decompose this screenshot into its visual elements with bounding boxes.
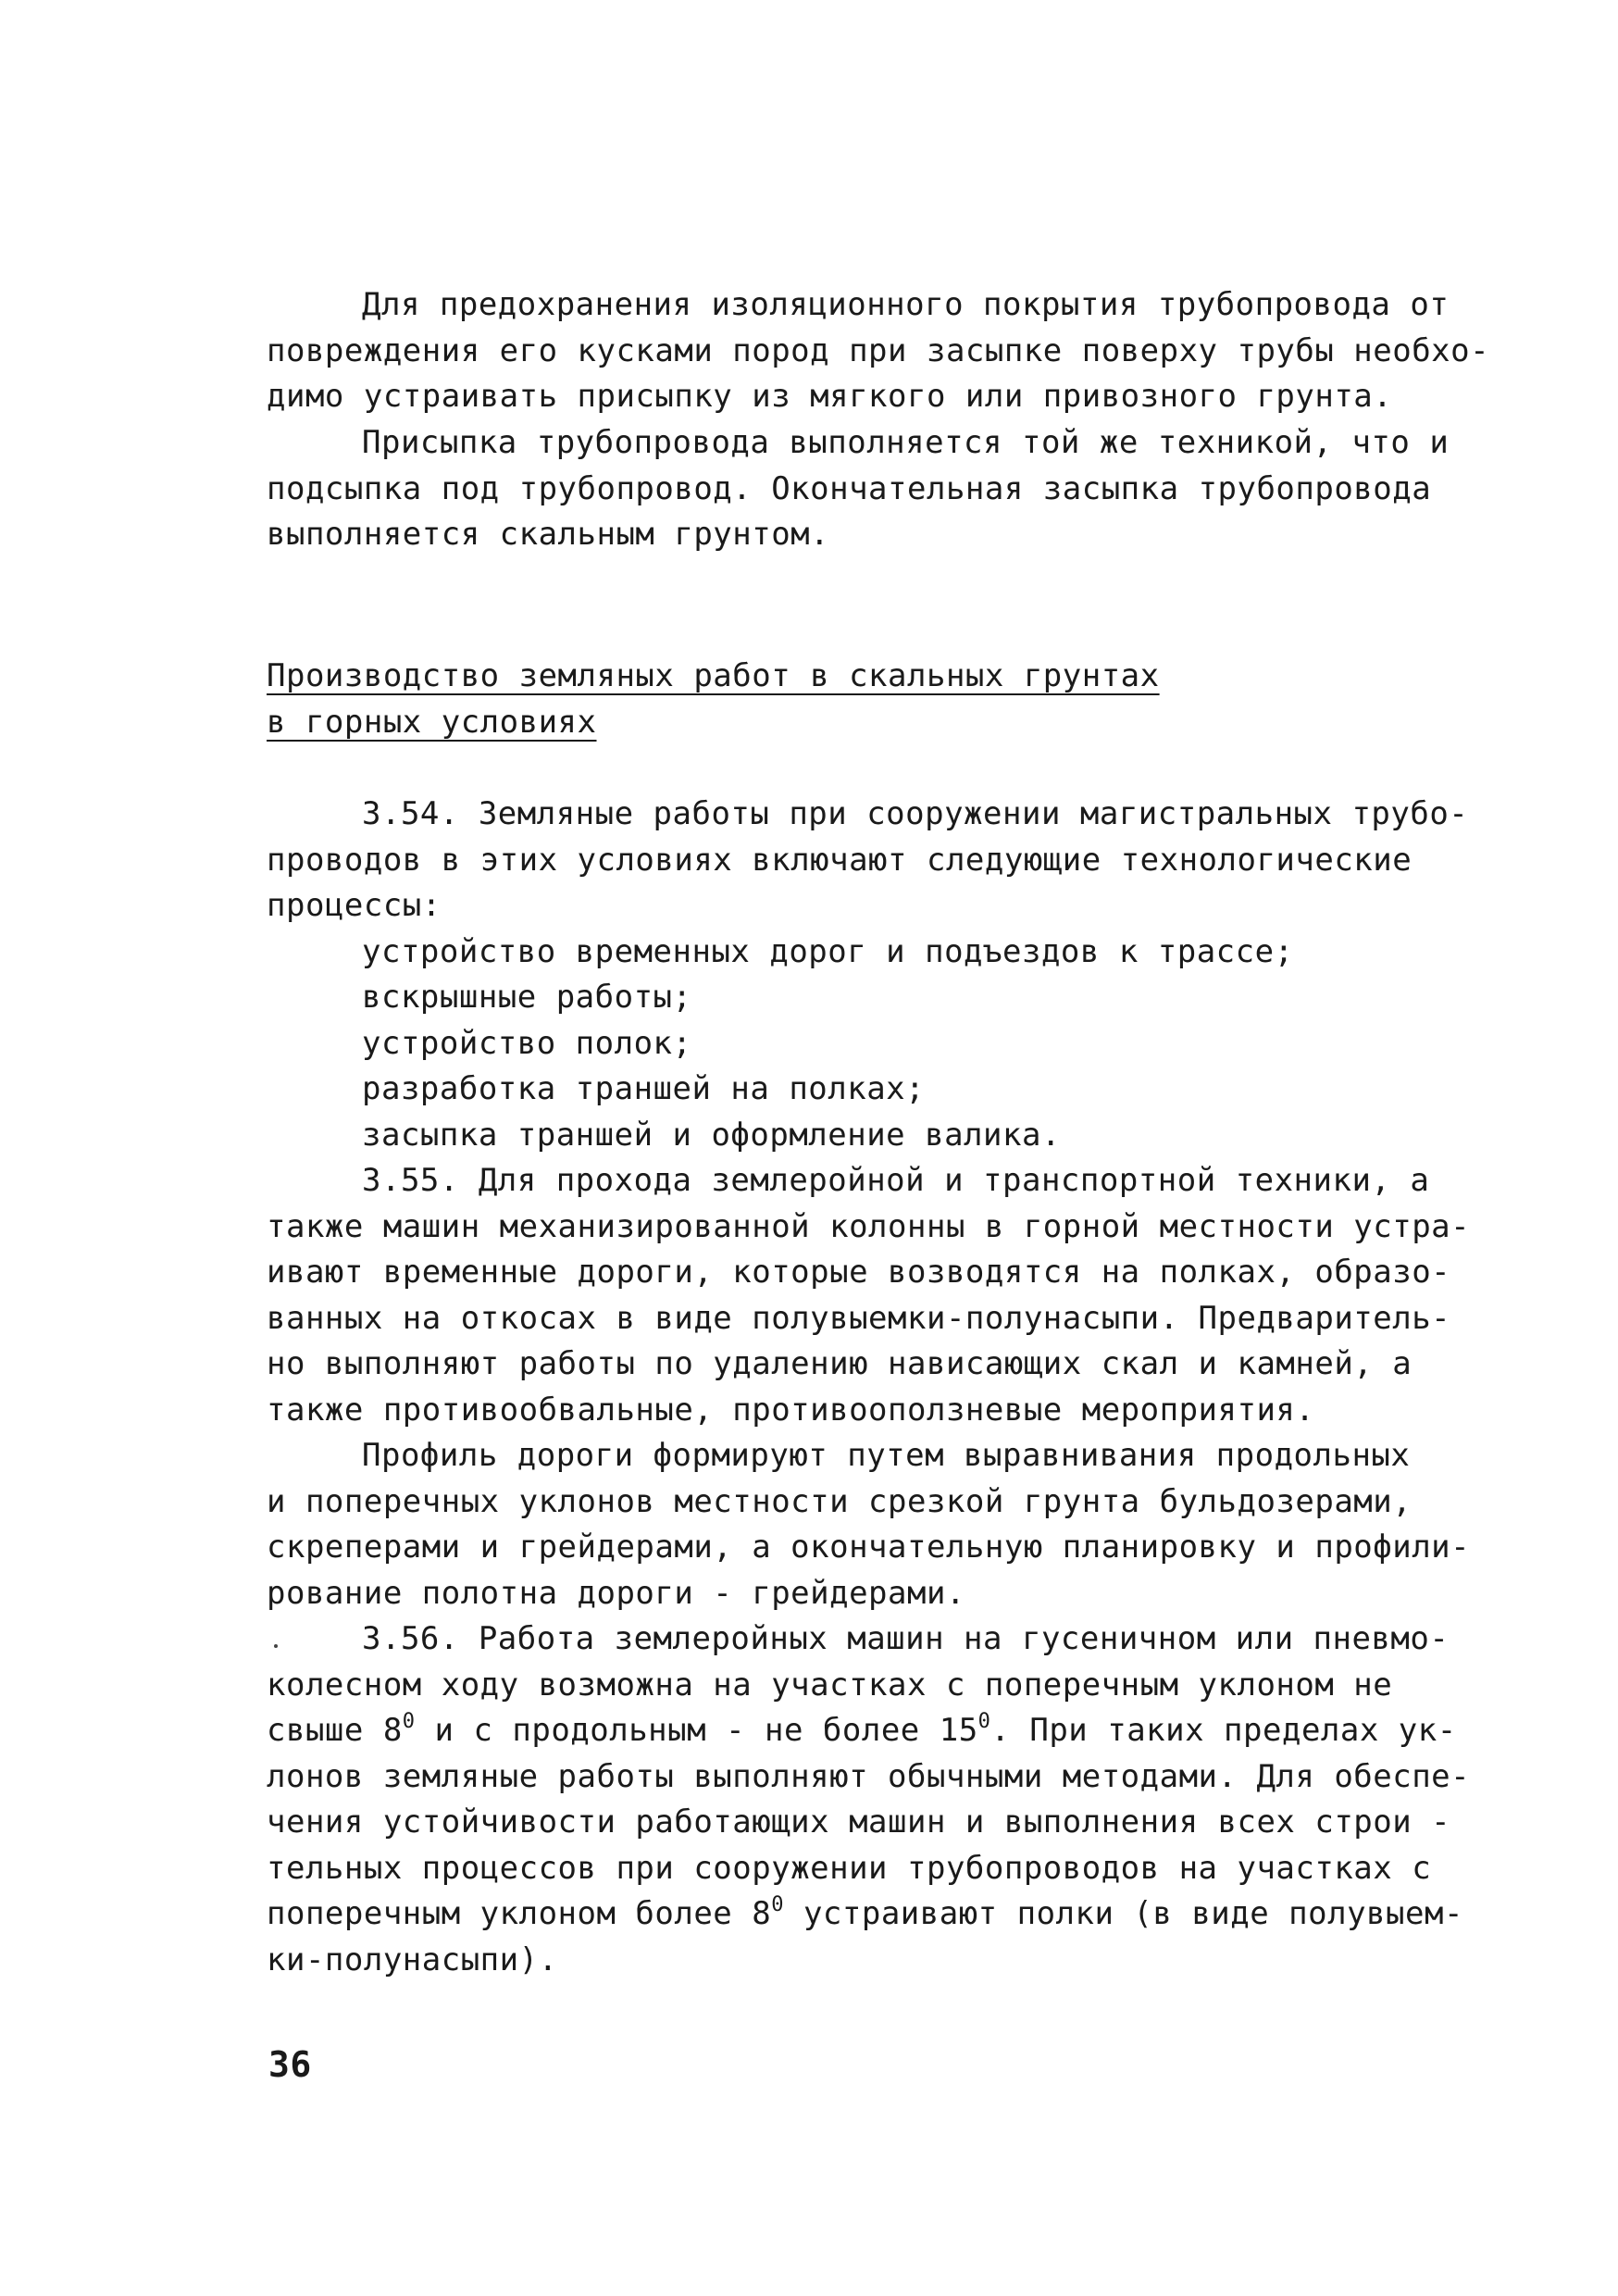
text-line: 3.54. Земляные работы при сооружении магистральных трубо- bbox=[362, 795, 1469, 832]
degree-superscript: 0 bbox=[402, 1710, 416, 1733]
text-line: повреждения его кусками пород при засыпке поверху трубы необхо- bbox=[267, 331, 1490, 369]
text-line: Для предохранения изоляционного покрытия трубопровода от bbox=[362, 286, 1450, 323]
intro-paragraph-2 bbox=[267, 420, 1450, 558]
heading-line: в горных условиях bbox=[267, 703, 597, 741]
text-line: скреперами и грейдерами, а окончательную планировку и профили- bbox=[267, 1529, 1471, 1566]
list-item: устройство временных дорог и подъездов к трассе; bbox=[362, 932, 1294, 970]
section-heading bbox=[267, 654, 1438, 745]
section-3-55 bbox=[267, 1158, 1471, 1433]
intro-paragraph-1 bbox=[267, 282, 1490, 420]
text-line: рование полотна дороги - грейдерами. bbox=[267, 1574, 965, 1612]
degree-superscript: 0 bbox=[977, 1710, 991, 1733]
list-item: засыпка траншей и оформление валика. bbox=[362, 1116, 1061, 1154]
text-line: также противообвальные, противооползневые мероприятия. bbox=[267, 1391, 1315, 1429]
text-line: но выполняют работы по удалению нависающих скал и камней, а bbox=[267, 1345, 1413, 1382]
text-line: колесном ходу возможна на участках с поперечным уклоном не bbox=[267, 1666, 1393, 1703]
text-line: Присыпка трубопровода выполняется той же техникой, что и bbox=[362, 424, 1450, 461]
text-line: поперечным уклоном более $8^0$ устраивают полки (в виде полувыем- bbox=[267, 1893, 1463, 1932]
heading-line: Производство земляных работ в скальных грунтах bbox=[267, 657, 1160, 694]
text-line: ивают временные дороги, которые возводятся на полках, образо- bbox=[267, 1254, 1451, 1291]
list-item: вскрышные работы; bbox=[362, 979, 692, 1016]
text-line: тельных процессов при сооружении трубопроводов на участках с bbox=[267, 1849, 1432, 1887]
text-line: выполняется скальным грунтом. bbox=[267, 516, 830, 553]
section-3-56 bbox=[267, 1616, 1471, 1983]
page-number: 36 bbox=[268, 2044, 312, 2085]
text-line: ванных на откосах в виде полувыемки-полунасыпи. Предваритель- bbox=[267, 1299, 1451, 1337]
text-line: лонов земляные работы выполняют обычными методами. Для обеспе- bbox=[267, 1757, 1471, 1795]
text-line: димо устраивать присыпку из мягкого или привозного грунта. bbox=[267, 378, 1393, 415]
text-line: свыше $8^0$ и с продольным - не более $15^0$. При таких пределах ук- bbox=[267, 1710, 1457, 1749]
text-line: ки-полунасыпи). bbox=[267, 1940, 558, 1978]
section-3-55-paragraph-2 bbox=[267, 1433, 1471, 1616]
text-line: процессы: bbox=[267, 887, 442, 924]
text-line: и поперечных уклонов местности срезкой грунта бульдозерами, bbox=[267, 1482, 1413, 1520]
text-line: чения устойчивости работающих машин и выполнения всех строи - bbox=[267, 1803, 1451, 1841]
text-line: 3.55. Для прохода землеройной и транспортной техники, а bbox=[362, 1162, 1430, 1199]
text-line: проводов в этих условиях включают следующие технологические bbox=[267, 841, 1413, 879]
text-line: 3.56. Работа землеройных машин на гусеничном или пневмо- bbox=[362, 1620, 1450, 1657]
text-line: также машин механизированной колонны в горной местности устра- bbox=[267, 1207, 1471, 1245]
degree-superscript: 0 bbox=[771, 1893, 784, 1916]
list-item: разработка траншей на полках; bbox=[362, 1070, 926, 1107]
list-item: устройство полок; bbox=[362, 1024, 692, 1062]
section-3-54 bbox=[267, 792, 1469, 1158]
text-line: подсыпка под трубопровод. Окончательная засыпка трубопровода bbox=[267, 469, 1432, 507]
text-line: Профиль дороги формируют путем выравнивания продольных bbox=[362, 1437, 1411, 1474]
